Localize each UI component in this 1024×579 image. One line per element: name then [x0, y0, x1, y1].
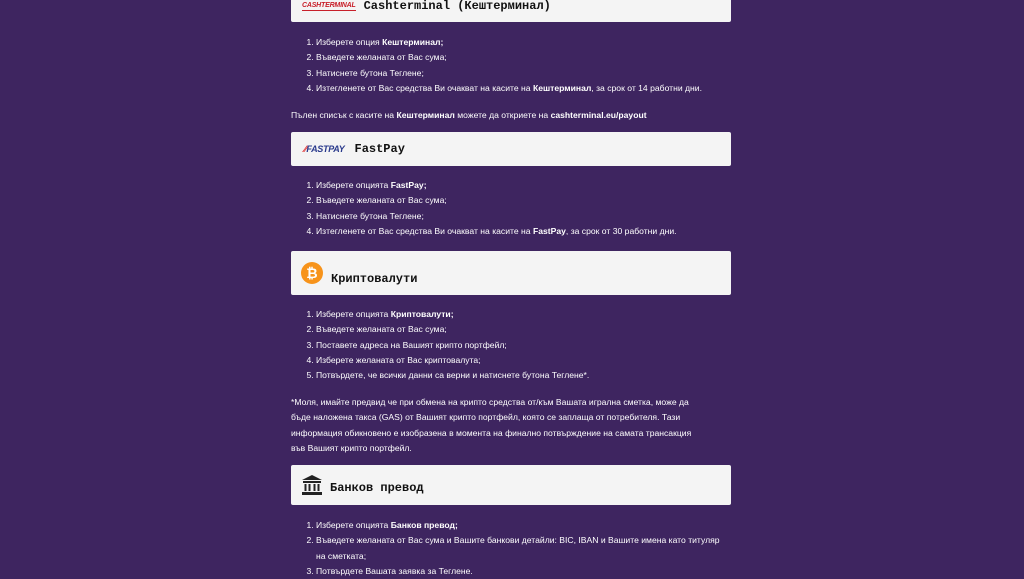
list-item: 1. Изберете опцията Криптовалути; [316, 307, 736, 322]
list-item: 3. Натиснете бутона Теглене; [316, 66, 736, 81]
cashterminal-title: Cashterminal (Кештерминал) [363, 0, 551, 13]
list-item: 2. Въведете желаната от Вас сума; [316, 322, 736, 337]
fastpay-steps [291, 178, 736, 239]
cashterminal-header [291, 0, 731, 22]
list-item: 2. Въведете желаната от Вас сума; [316, 50, 736, 65]
list-item: 2. Въведете желаната от Вас сума; [316, 193, 736, 208]
list-item: 3. Натиснете бутона Теглене; [316, 209, 736, 224]
cashterminal-payout-link[interactable]: cashterminal.eu/payout [550, 110, 647, 120]
list-item: 2. Въведете желаната от Вас сума и Вашите банкови детайли: BIC, IBAN и Вашите имена като титуляр на сметката; [316, 533, 736, 564]
cashterminal-note: Пълен списък с касите на Кештерминал можете да откриете на cashterminal.eu/payout [291, 110, 647, 120]
list-item: 1. Изберете опция Кештерминал; [316, 35, 736, 50]
list-item: 4. Изтегленете от Вас средства Ви очакват на касите на FastPay, за срок от 30 работни дни. [316, 224, 736, 239]
bank-icon [301, 474, 323, 496]
list-item: 3. Поставете адреса на Вашият крипто портфейл; [316, 338, 736, 353]
crypto-header [291, 251, 731, 295]
cashterminal-logo: CASHTERMINAL [302, 1, 356, 9]
list-item: 5. Потвърдете, че всички данни са верни и натиснете бутона Теглене*. [316, 368, 736, 383]
list-item: 3. Потвърдете Вашата заявка за Теглене. [316, 564, 736, 579]
fastpay-title: FastPay [354, 142, 405, 156]
fastpay-header [291, 132, 731, 166]
bank-title: Банков превод [330, 481, 424, 495]
fastpay-logo: ⁄⁄FASTPAY [304, 144, 345, 154]
crypto-title: Криптовалути [331, 272, 418, 286]
crypto-disclaimer: *Моля, имайте предвид че при обмена на крипто средства от/към Вашата игрална сметка, може да бъде наложена такса (GAS) от Вашият крипто портфейл, която се заплаща от потребителя. Тази информация обикновено е изобразена в момента на финално потвърждение на самата трансакция във Вашият крипто портфейл. [291, 397, 692, 453]
list-item: 1. Изберете опцията FastPay; [316, 178, 736, 193]
list-item: 4. Изберете желаната от Вас криптовалута; [316, 353, 736, 368]
bitcoin-icon: ₿ [301, 262, 323, 284]
list-item: 1. Изберете опцията Банков превод; [316, 518, 736, 533]
list-item: 4. Изтегленете от Вас средства Ви очакват на касите на Кештерминал, за срок от 14 работни дни. [316, 81, 736, 96]
cashterminal-steps [291, 35, 736, 96]
bank-steps [291, 518, 736, 579]
bank-header [291, 465, 731, 505]
crypto-steps [291, 307, 736, 383]
